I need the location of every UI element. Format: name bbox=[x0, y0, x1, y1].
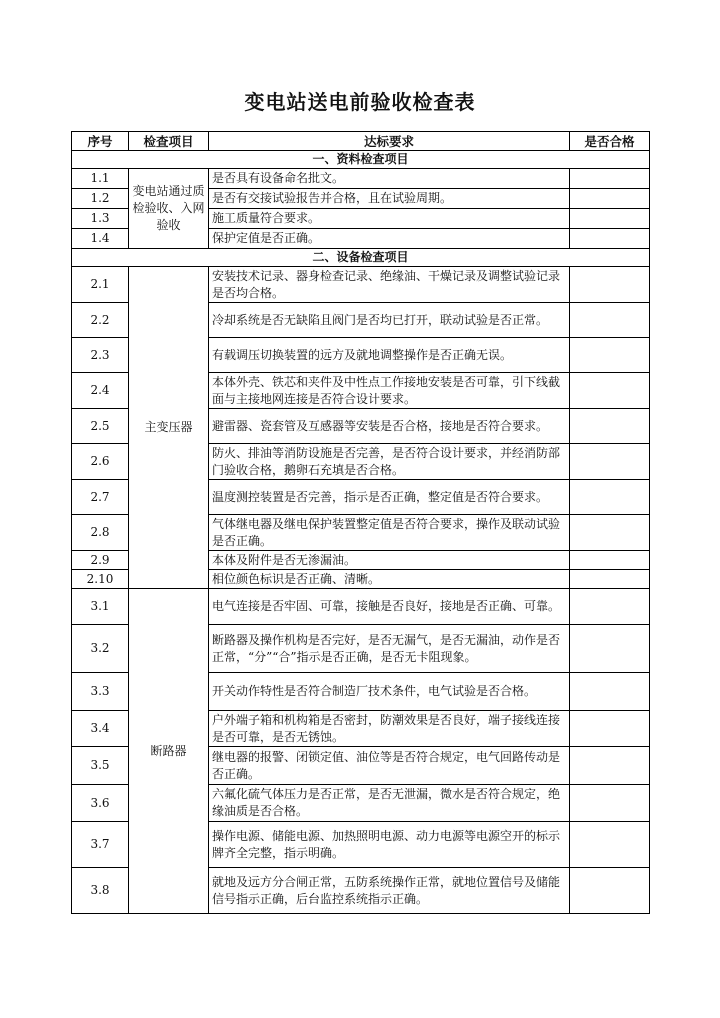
pass-cell[interactable] bbox=[570, 515, 650, 551]
row-requirement: 本体外壳、铁芯和夹件及中性点工作接地安装是否可靠，引下线截面与主接地网连接是否符合设计要求。 bbox=[209, 373, 570, 409]
row-requirement: 操作电源、储能电源、加热照明电源、动力电源等电源空开的标示牌齐全完整，指示明确。 bbox=[209, 822, 570, 868]
row-requirement: 断路器及操作机构是否完好，是否无漏气，是否无漏油，动作是否正常，“分”“合”指示是否正确，是否无卡阻现象。 bbox=[209, 625, 570, 673]
inspection-table bbox=[71, 131, 650, 914]
pass-cell[interactable] bbox=[570, 747, 650, 785]
section-row bbox=[72, 249, 650, 267]
row-num: 3.3 bbox=[72, 673, 129, 711]
row-num: 3.4 bbox=[72, 711, 129, 747]
row-num: 3.5 bbox=[72, 747, 129, 785]
row-num: 3.8 bbox=[72, 868, 129, 914]
check-item: 变电站通过质检验收、入网验收 bbox=[129, 169, 209, 249]
header-req: 达标要求 bbox=[209, 132, 570, 151]
table-row bbox=[72, 267, 650, 303]
row-requirement: 温度测控装置是否完善，指示是否正确，整定值是否符合要求。 bbox=[209, 480, 570, 515]
check-item: 主变压器 bbox=[129, 267, 209, 589]
pass-cell[interactable] bbox=[570, 673, 650, 711]
row-requirement: 户外端子箱和机构箱是否密封，防潮效果是否良好，端子接线连接是否可靠，是否无锈蚀。 bbox=[209, 711, 570, 747]
pass-cell[interactable] bbox=[570, 480, 650, 515]
row-num: 3.7 bbox=[72, 822, 129, 868]
pass-cell[interactable] bbox=[570, 303, 650, 338]
row-requirement: 六氟化硫气体压力是否正常，是否无泄漏，微水是否符合规定，绝缘油质是否合格。 bbox=[209, 785, 570, 822]
row-requirement: 本体及附件是否无渗漏油。 bbox=[209, 551, 570, 570]
pass-cell[interactable] bbox=[570, 589, 650, 625]
check-item: 断路器 bbox=[129, 589, 209, 914]
pass-cell[interactable] bbox=[570, 822, 650, 868]
header-num: 序号 bbox=[72, 132, 129, 151]
row-num: 1.1 bbox=[72, 169, 129, 189]
pass-cell[interactable] bbox=[570, 267, 650, 303]
row-requirement: 继电器的报警、闭锁定值、油位等是否符合规定，电气回路传动是否正确。 bbox=[209, 747, 570, 785]
row-num: 2.6 bbox=[72, 444, 129, 480]
table-header-row bbox=[72, 132, 650, 151]
row-num: 2.8 bbox=[72, 515, 129, 551]
row-num: 2.7 bbox=[72, 480, 129, 515]
pass-cell[interactable] bbox=[570, 570, 650, 589]
pass-cell[interactable] bbox=[570, 444, 650, 480]
row-num: 2.3 bbox=[72, 338, 129, 373]
row-requirement: 相位颜色标识是否正确、清晰。 bbox=[209, 570, 570, 589]
row-requirement: 电气连接是否牢固、可靠，接触是否良好，接地是否正确、可靠。 bbox=[209, 589, 570, 625]
pass-cell[interactable] bbox=[570, 229, 650, 249]
header-item: 检查项目 bbox=[129, 132, 209, 151]
section-title: 二、设备检查项目 bbox=[72, 249, 650, 267]
page-title: 变电站送电前验收检查表 bbox=[244, 90, 476, 114]
row-requirement: 冷却系统是否无缺陷且阀门是否均已打开，联动试验是否正常。 bbox=[209, 303, 570, 338]
pass-cell[interactable] bbox=[570, 551, 650, 570]
table-row bbox=[72, 589, 650, 625]
row-num: 1.3 bbox=[72, 209, 129, 229]
pass-cell[interactable] bbox=[570, 338, 650, 373]
row-requirement: 保护定值是否正确。 bbox=[209, 229, 570, 249]
row-requirement: 气体继电器及继电保护装置整定值是否符合要求，操作及联动试验是否正确。 bbox=[209, 515, 570, 551]
row-num: 1.4 bbox=[72, 229, 129, 249]
pass-cell[interactable] bbox=[570, 625, 650, 673]
row-requirement: 就地及远方分合闸正常，五防系统操作正常，就地位置信号及储能信号指示正确，后台监控系统指示正确。 bbox=[209, 868, 570, 914]
row-requirement: 有载调压切换装置的远方及就地调整操作是否正确无误。 bbox=[209, 338, 570, 373]
table-row bbox=[72, 169, 650, 189]
row-requirement: 是否具有设备命名批文。 bbox=[209, 169, 570, 189]
section-title: 一、资料检查项目 bbox=[72, 151, 650, 169]
pass-cell[interactable] bbox=[570, 868, 650, 914]
row-num: 2.4 bbox=[72, 373, 129, 409]
pass-cell[interactable] bbox=[570, 209, 650, 229]
row-num: 2.5 bbox=[72, 409, 129, 444]
row-num: 2.10 bbox=[72, 570, 129, 589]
row-requirement: 施工质量符合要求。 bbox=[209, 209, 570, 229]
row-requirement: 防火、排油等消防设施是否完善，是否符合设计要求，并经消防部门验收合格，鹅卵石充填是否合格。 bbox=[209, 444, 570, 480]
row-num: 1.2 bbox=[72, 189, 129, 209]
row-num: 2.2 bbox=[72, 303, 129, 338]
pass-cell[interactable] bbox=[570, 373, 650, 409]
row-requirement: 是否有交接试验报告并合格，且在试验周期。 bbox=[209, 189, 570, 209]
pass-cell[interactable] bbox=[570, 785, 650, 822]
row-requirement: 安装技术记录、器身检查记录、绝缘油、干燥记录及调整试验记录是否均合格。 bbox=[209, 267, 570, 303]
row-num: 3.6 bbox=[72, 785, 129, 822]
header-pass: 是否合格 bbox=[570, 132, 650, 151]
pass-cell[interactable] bbox=[570, 169, 650, 189]
pass-cell[interactable] bbox=[570, 409, 650, 444]
row-requirement: 开关动作特性是否符合制造厂技术条件，电气试验是否合格。 bbox=[209, 673, 570, 711]
row-num: 2.1 bbox=[72, 267, 129, 303]
row-num: 2.9 bbox=[72, 551, 129, 570]
section-row bbox=[72, 151, 650, 169]
pass-cell[interactable] bbox=[570, 711, 650, 747]
row-requirement: 避雷器、瓷套管及互感器等安装是否合格，接地是否符合要求。 bbox=[209, 409, 570, 444]
row-num: 3.2 bbox=[72, 625, 129, 673]
row-num: 3.1 bbox=[72, 589, 129, 625]
pass-cell[interactable] bbox=[570, 189, 650, 209]
